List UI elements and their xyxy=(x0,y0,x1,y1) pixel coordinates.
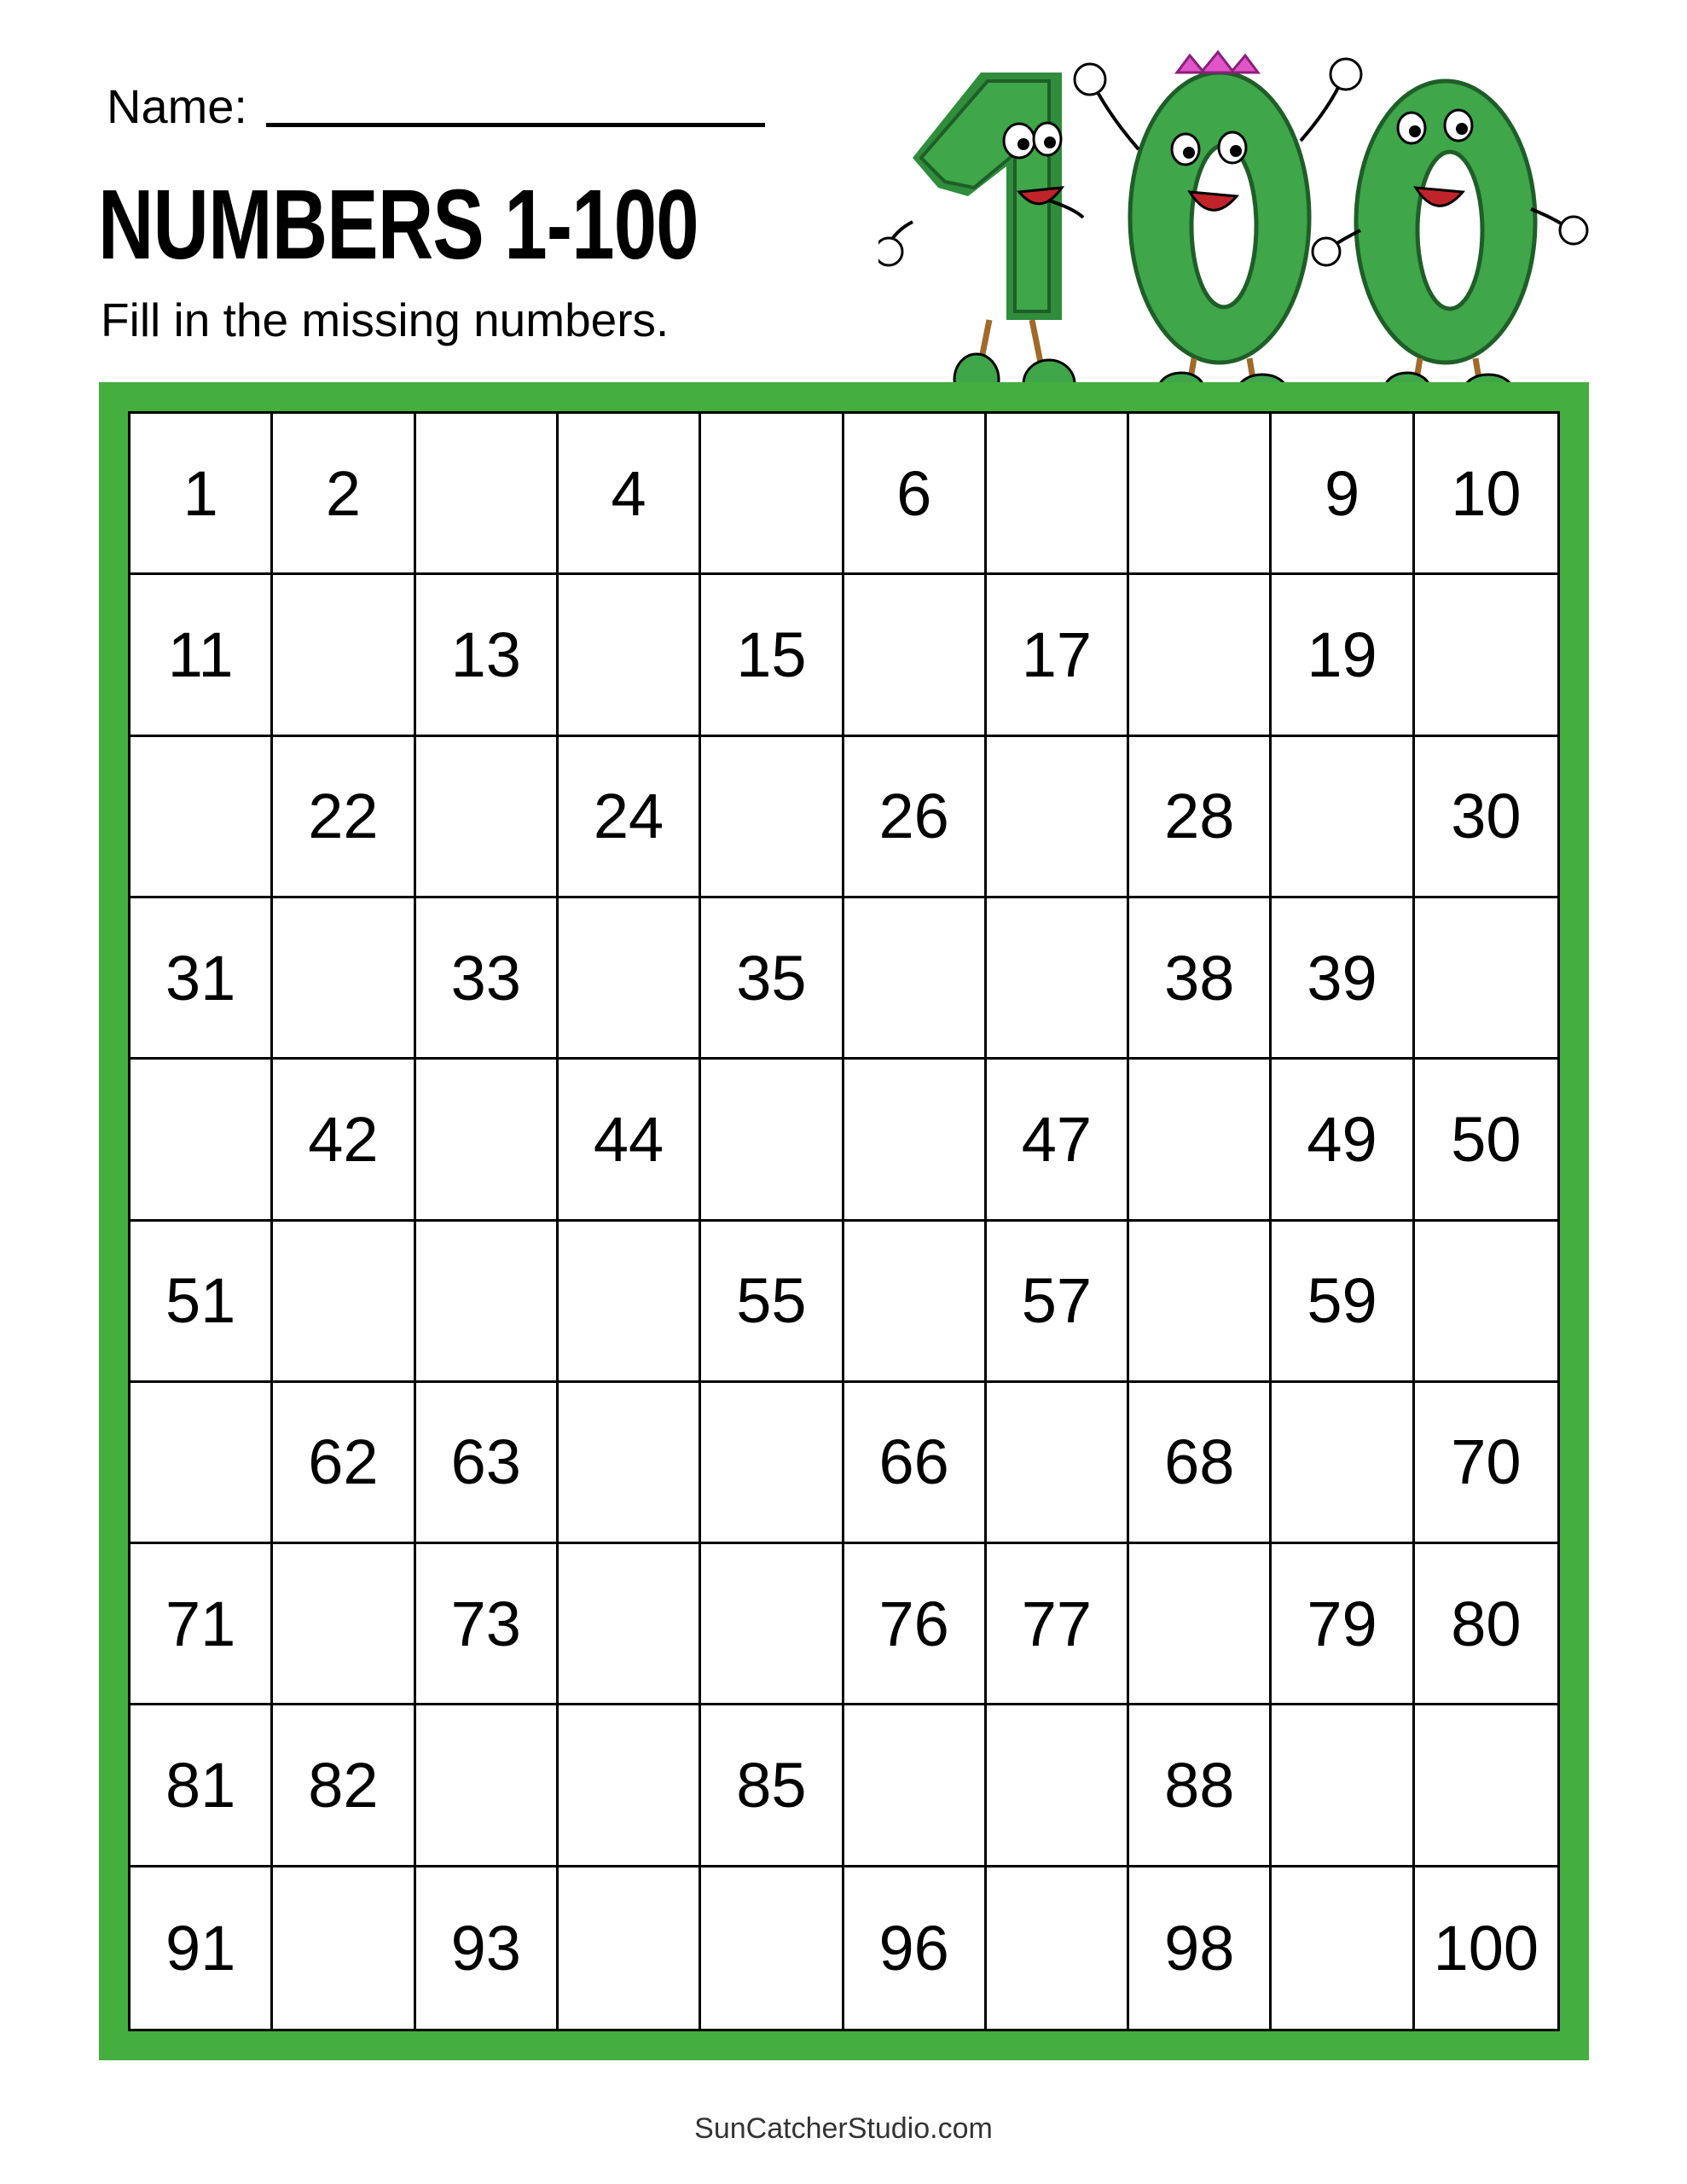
page-title: NUMBERS 1-100 xyxy=(98,169,699,280)
number-cell: 82 xyxy=(273,1705,415,1867)
blank-number-cell[interactable] xyxy=(844,1222,987,1383)
number-cell: 49 xyxy=(1272,1060,1414,1221)
blank-number-cell[interactable] xyxy=(844,1705,987,1867)
number-cell: 26 xyxy=(844,737,987,898)
blank-number-cell[interactable] xyxy=(559,898,701,1060)
blank-number-cell[interactable] xyxy=(701,1867,844,2029)
number-cell: 50 xyxy=(1415,1060,1557,1221)
blank-number-cell[interactable] xyxy=(1129,1222,1272,1383)
blank-number-cell[interactable] xyxy=(987,1867,1129,2029)
number-cell: 35 xyxy=(701,898,844,1060)
blank-number-cell[interactable] xyxy=(987,737,1129,898)
blank-number-cell[interactable] xyxy=(701,1544,844,1705)
blank-number-cell[interactable] xyxy=(416,737,559,898)
blank-number-cell[interactable] xyxy=(1415,1222,1557,1383)
blank-number-cell[interactable] xyxy=(1415,898,1557,1060)
number-cell: 66 xyxy=(844,1383,987,1544)
digit-one-character xyxy=(878,73,1083,405)
blank-number-cell[interactable] xyxy=(130,1383,273,1544)
blank-number-cell[interactable] xyxy=(416,414,559,575)
blank-number-cell[interactable] xyxy=(559,1705,701,1867)
number-cell: 79 xyxy=(1272,1544,1414,1705)
blank-number-cell[interactable] xyxy=(273,1544,415,1705)
number-cell: 76 xyxy=(844,1544,987,1705)
number-cell: 57 xyxy=(987,1222,1129,1383)
blank-number-cell[interactable] xyxy=(559,575,701,736)
number-cell: 71 xyxy=(130,1544,273,1705)
number-cell: 63 xyxy=(416,1383,559,1544)
number-cell: 19 xyxy=(1272,575,1414,736)
number-cell: 9 xyxy=(1272,414,1414,575)
blank-number-cell[interactable] xyxy=(701,1383,844,1544)
blank-number-cell[interactable] xyxy=(559,1867,701,2029)
number-cell: 62 xyxy=(273,1383,415,1544)
blank-number-cell[interactable] xyxy=(416,1222,559,1383)
blank-number-cell[interactable] xyxy=(987,1705,1129,1867)
digit-zero-character-crowned xyxy=(1075,52,1361,405)
blank-number-cell[interactable] xyxy=(844,1060,987,1221)
number-cell: 1 xyxy=(130,414,273,575)
number-cell: 85 xyxy=(701,1705,844,1867)
blank-number-cell[interactable] xyxy=(1272,737,1414,898)
blank-number-cell[interactable] xyxy=(701,737,844,898)
blank-number-cell[interactable] xyxy=(559,1544,701,1705)
number-cell: 47 xyxy=(987,1060,1129,1221)
blank-number-cell[interactable] xyxy=(559,1383,701,1544)
blank-number-cell[interactable] xyxy=(416,1705,559,1867)
blank-number-cell[interactable] xyxy=(1272,1705,1414,1867)
blank-number-cell[interactable] xyxy=(1129,1544,1272,1705)
hundred-chart-grid xyxy=(128,411,1560,2031)
name-field[interactable] xyxy=(266,123,765,127)
number-cell: 77 xyxy=(987,1544,1129,1705)
number-cell: 80 xyxy=(1415,1544,1557,1705)
number-cell: 22 xyxy=(273,737,415,898)
number-cell: 33 xyxy=(416,898,559,1060)
number-cell: 70 xyxy=(1415,1383,1557,1544)
blank-number-cell[interactable] xyxy=(559,1222,701,1383)
blank-number-cell[interactable] xyxy=(130,737,273,898)
name-label: Name: xyxy=(107,79,247,133)
number-cell: 11 xyxy=(130,575,273,736)
blank-number-cell[interactable] xyxy=(1129,414,1272,575)
hundred-chart-frame xyxy=(99,382,1589,2060)
number-cell: 91 xyxy=(130,1867,273,2029)
digit-zero-character xyxy=(1313,81,1587,405)
blank-number-cell[interactable] xyxy=(1415,575,1557,736)
blank-number-cell[interactable] xyxy=(273,1222,415,1383)
name-row xyxy=(107,78,765,134)
number-cell: 4 xyxy=(559,414,701,575)
number-cell: 31 xyxy=(130,898,273,1060)
blank-number-cell[interactable] xyxy=(416,1060,559,1221)
number-cell: 13 xyxy=(416,575,559,736)
number-cell: 51 xyxy=(130,1222,273,1383)
footer-credit: SunCatcherStudio.com xyxy=(694,2112,993,2145)
blank-number-cell[interactable] xyxy=(701,1060,844,1221)
number-cell: 15 xyxy=(701,575,844,736)
blank-number-cell[interactable] xyxy=(273,575,415,736)
number-100-cartoon-icon xyxy=(878,47,1612,405)
number-cell: 28 xyxy=(1129,737,1272,898)
number-cell: 81 xyxy=(130,1705,273,1867)
blank-number-cell[interactable] xyxy=(273,898,415,1060)
number-cell: 44 xyxy=(559,1060,701,1221)
number-cell: 73 xyxy=(416,1544,559,1705)
blank-number-cell[interactable] xyxy=(844,898,987,1060)
number-cell: 98 xyxy=(1129,1867,1272,2029)
blank-number-cell[interactable] xyxy=(987,1383,1129,1544)
blank-number-cell[interactable] xyxy=(130,1060,273,1221)
number-cell: 68 xyxy=(1129,1383,1272,1544)
blank-number-cell[interactable] xyxy=(1272,1383,1414,1544)
number-cell: 24 xyxy=(559,737,701,898)
blank-number-cell[interactable] xyxy=(987,414,1129,575)
number-cell: 38 xyxy=(1129,898,1272,1060)
blank-number-cell[interactable] xyxy=(701,414,844,575)
number-cell: 55 xyxy=(701,1222,844,1383)
blank-number-cell[interactable] xyxy=(273,1867,415,2029)
number-cell: 6 xyxy=(844,414,987,575)
number-cell: 100 xyxy=(1433,1912,1539,1984)
blank-number-cell[interactable] xyxy=(1272,1867,1414,2029)
number-cell: 17 xyxy=(987,575,1129,736)
number-cell: 39 xyxy=(1272,898,1414,1060)
blank-number-cell[interactable] xyxy=(1129,575,1272,736)
number-cell: 10 xyxy=(1415,414,1557,575)
blank-number-cell[interactable] xyxy=(1129,1060,1272,1221)
number-cell: 59 xyxy=(1272,1222,1414,1383)
number-cell: 88 xyxy=(1129,1705,1272,1867)
blank-number-cell[interactable] xyxy=(844,575,987,736)
number-cell: 2 xyxy=(273,414,415,575)
number-cell: 96 xyxy=(844,1867,987,2029)
blank-number-cell[interactable] xyxy=(1415,1705,1557,1867)
instructions-text: Fill in the missing numbers. xyxy=(101,293,670,346)
blank-number-cell[interactable] xyxy=(987,898,1129,1060)
number-cell: 93 xyxy=(416,1867,559,2029)
number-cell: 42 xyxy=(273,1060,415,1221)
number-cell: 30 xyxy=(1415,737,1557,898)
